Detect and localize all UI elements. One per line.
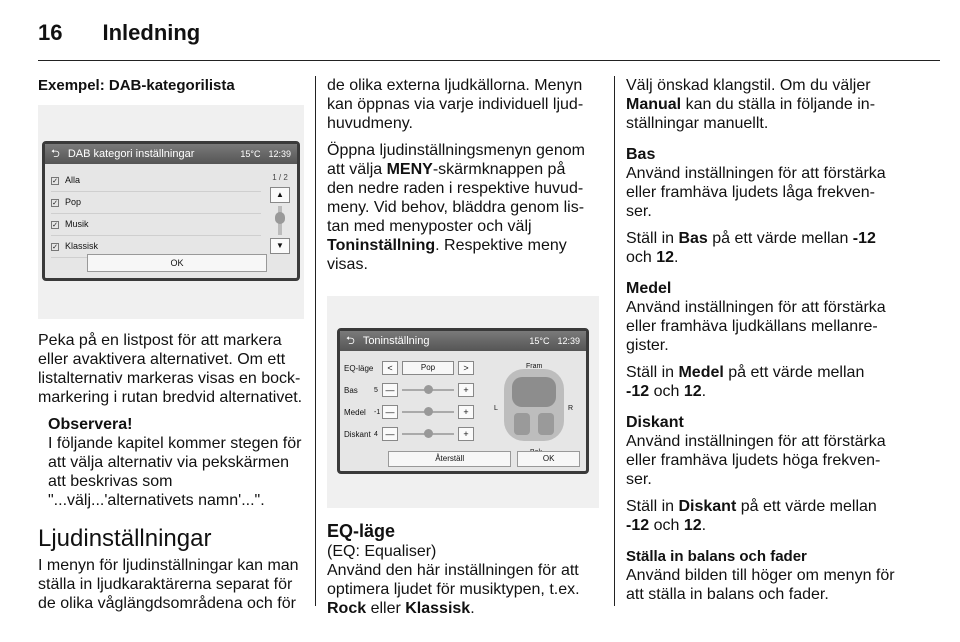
scroll-thumb[interactable] [275,212,285,224]
text-line: och 12. [626,249,679,266]
ok-button[interactable]: OK [87,254,267,272]
note-title: Observera! [48,416,133,433]
prev-button[interactable]: < [382,361,398,375]
text-line: att ställa in balans och fader. [626,586,829,603]
scrollbar[interactable] [269,168,291,254]
checkbox-icon[interactable]: ✓ [52,177,58,185]
mid-label: Medel [344,407,366,417]
bass-value: 5 [374,386,378,394]
treble-plus-button[interactable]: + [458,427,474,441]
section-line: ställa in ljudkaraktärerna separat för [38,576,293,593]
list-item[interactable] [51,170,261,192]
text-line: Öppna ljudinställningsmenyn genom [327,142,585,159]
dab-screen [42,141,300,281]
text-line: Toninställning. Respektive meny [327,237,567,254]
manual-keyword: Manual [626,96,682,113]
mid-slider[interactable] [402,405,454,419]
page-header [38,20,200,46]
text-line: Välj önskad klangstil. Om du väljer [626,77,871,94]
list-item[interactable] [51,192,261,214]
eq-subtitle: (EQ: Equaliser) [327,543,437,560]
text-line: eller framhäva ljudets låga frekven- [626,184,876,201]
eq-line: Rock eller Klassisk. [327,600,475,617]
checkbox-icon[interactable]: ✓ [52,221,58,229]
text-line: ser. [626,203,652,220]
page-number: 16 [38,20,63,45]
list-item-label: Alla [65,175,81,185]
bass-slider[interactable] [402,383,454,397]
tone-title: Toninställning [362,334,430,347]
bass-heading: Bas [626,146,656,163]
text-line: meny. Vid behov, bläddra genom lis- [327,199,585,216]
text-line: Använd inställningen för att förstärka [626,165,886,182]
note-line: att välja alternativ via pekskärmen [48,454,289,471]
list-item[interactable] [51,214,261,236]
toninstallning-keyword: Toninställning [327,237,436,254]
header-rule [38,60,940,61]
bass-plus-button[interactable]: + [458,383,474,397]
tone-titlebar [340,331,586,351]
text-line: ser. [626,471,652,488]
reset-button[interactable]: Återställ [388,451,511,467]
right-label: R [568,405,574,412]
tone-screen [337,328,589,474]
mid-heading: Medel [626,280,672,297]
column-1 [38,76,304,613]
mid-plus-button[interactable]: + [458,405,474,419]
note-line: I följande kapitel kommer stegen för [48,435,302,452]
scroll-up-button[interactable]: ▲ [270,187,290,203]
note-line: att beskrivas som [48,473,173,490]
list-item-label: Pop [65,197,82,207]
text-line: huvudmeny. [327,115,413,132]
text-line: de olika externa ljudkällorna. Menyn [327,77,583,94]
dab-time: 12:39 [268,148,291,159]
text-line: Använd bilden till höger om menyn för [626,567,895,584]
dab-category-screenshot [38,105,304,319]
section-heading: Ljudinställningar [38,525,212,552]
text-line: -12 och 12. [626,517,707,534]
treble-value: 4 [374,430,378,438]
text-line: kan öppnas via varje individuell ljud- [327,96,584,113]
checkbox-icon[interactable]: ✓ [52,243,58,251]
list-item-label: Klassisk [65,241,99,251]
column-divider-2 [614,76,615,606]
text-line: eller framhäva ljudets höga frekven- [626,452,881,469]
klassisk-keyword: Klassisk [405,600,471,617]
treble-heading: Diskant [626,414,684,431]
treble-slider[interactable] [402,427,454,441]
note-line: "...välj...'alternativets namn'...". [48,492,265,509]
section-line: I menyn för ljudinställningar kan man [38,557,299,574]
back-arrow-icon[interactable]: ⮌ [51,147,60,160]
balance-heading: Ställa in balans och fader [626,548,807,565]
text-line: gister. [626,337,669,354]
eq-mode-row [344,357,484,379]
mid-minus-button[interactable]: — [382,405,398,419]
text-line: Använd inställningen för att förstärka [626,433,886,450]
tone-settings-screenshot [327,296,599,508]
dab-title: DAB kategori inställningar [67,147,195,160]
column-divider-1 [315,76,316,606]
mid-value: -1 [374,408,381,416]
page-indicator: 1 / 2 [272,173,288,182]
scroll-down-button[interactable]: ▼ [270,238,290,254]
meny-keyword: MENY [386,161,433,178]
page-title: Inledning [102,20,201,45]
tone-time: 12:39 [557,335,580,346]
text-line: att välja MENY-skärmknappen på [327,161,566,178]
back-arrow-icon[interactable]: ⮌ [346,334,355,347]
tone-buttons [388,451,580,467]
text-line: Ställ in Diskant på ett värde mellan [626,498,877,515]
text-line: den nedre raden i respektive huvud- [327,180,584,197]
category-list [51,170,261,258]
text-line: Ställ in Bas på ett värde mellan -12 [626,230,876,247]
text-line: visas. [327,256,368,273]
rock-keyword: Rock [327,600,367,617]
treble-minus-button[interactable]: — [382,427,398,441]
section-line: de olika våglängdsområdena och för [38,595,296,612]
text-line: -12 och 12. [626,383,707,400]
text-line: Använd inställningen för att förstärka [626,299,886,316]
text-line: eller framhäva ljudkällans mellanre- [626,318,878,335]
front-label: Fram [526,363,543,370]
ok-button[interactable]: OK [517,451,580,467]
text-line: tan med menyposter och välj [327,218,532,235]
bass-label: Bas [344,385,358,395]
left-label: L [494,405,498,412]
eq-line: optimera ljudet för musiktypen, t.ex. [327,581,580,598]
eq-mode-label: EQ-läge [344,363,374,373]
dab-titlebar [45,144,297,164]
para-line: Peka på en listpost för att markera [38,332,282,349]
next-button[interactable]: > [458,361,474,375]
dab-temp: 15°C [240,148,261,159]
text-line: Manual kan du ställa in följande in- [626,96,876,113]
column-3 [626,76,906,604]
para-line: markering i rutan bredvid alternativet. [38,389,303,406]
balance-fader-image[interactable] [492,359,576,451]
checkbox-icon[interactable]: ✓ [52,199,58,207]
para-line: eller avaktivera alternativet. Om ett [38,351,286,368]
scroll-track[interactable] [278,206,282,235]
bass-minus-button[interactable]: — [382,383,398,397]
eq-preset-value: Pop [402,361,454,375]
mid-row [344,401,484,423]
eq-controls [344,357,484,445]
list-item-label: Musik [65,219,89,229]
bass-row [344,379,484,401]
eq-heading: EQ-läge [327,521,396,541]
treble-label: Diskant [344,429,371,439]
text-line: Ställ in Medel på ett värde mellan [626,364,865,381]
tone-temp: 15°C [529,335,550,346]
text-line: ställningar manuellt. [626,115,769,132]
note-block [38,415,304,510]
treble-row [344,423,484,445]
eq-line: Använd den här inställningen för att [327,562,579,579]
example-title: Exempel: DAB-kategorilista [38,77,235,94]
para-line: listalternativ markeras visas en bock- [38,370,301,387]
column-2 [327,76,599,618]
